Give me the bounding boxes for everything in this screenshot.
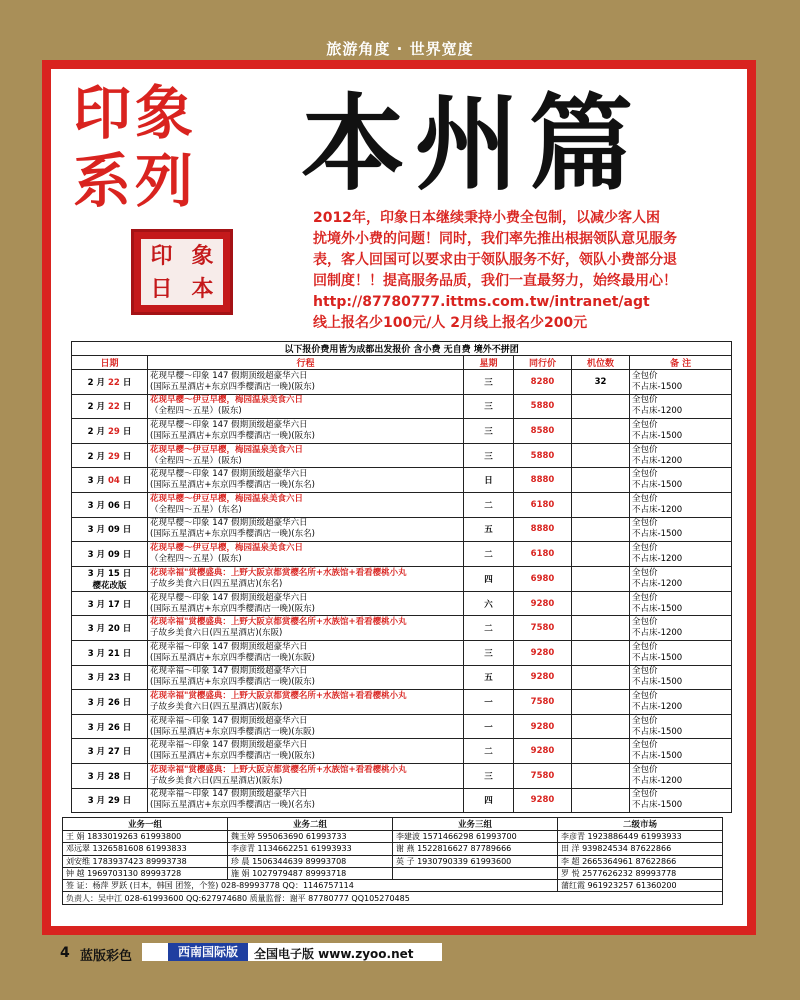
table-row — [72, 443, 732, 468]
cell-price: 9280 — [514, 665, 572, 690]
note-line-1: 全包价 — [632, 469, 658, 480]
cell-weekday: 四 — [464, 788, 514, 813]
cell-note — [630, 640, 732, 665]
table-row — [72, 542, 732, 567]
table-row — [72, 788, 732, 813]
date-text: 3 月 26 日 — [87, 697, 132, 708]
cell-weekday: 三 — [464, 370, 514, 395]
contact-cell: 邓远翠 1326581608 61993833 — [63, 843, 228, 855]
cell-note — [630, 394, 732, 419]
contact-cell: 李 超 2665364961 87622866 — [558, 855, 723, 867]
header-price: 同行价 — [514, 356, 572, 370]
route-line-2: (国际五星酒店+东京四季樱酒店一晚)(阪东) — [150, 430, 315, 441]
date-text: 3 月 15 日 — [87, 568, 132, 579]
cell-weekday: 三 — [464, 394, 514, 419]
route-line-1: 花现幸福"赏樱盛典：上野大阪京都赏樱名所+水族馆+看看樱桃小丸 — [150, 764, 407, 775]
table-row — [72, 517, 732, 542]
contact-cell — [393, 867, 558, 879]
cell-seats — [572, 542, 630, 567]
cell-note — [630, 739, 732, 764]
cell-date — [72, 566, 148, 591]
date-day: 09 日 — [108, 525, 132, 536]
cell-route — [148, 394, 464, 419]
date-day: 29 — [108, 451, 120, 462]
table-row — [72, 665, 732, 690]
cell-seats — [572, 665, 630, 690]
cell-date — [72, 443, 148, 468]
cell-route — [148, 419, 464, 444]
cell-price: 7580 — [514, 616, 572, 641]
route-line-2: （全程四～五星）(阪东) — [150, 455, 242, 466]
cell-route — [148, 788, 464, 813]
contact-cell: 施 娟 1027979487 89993718 — [228, 867, 393, 879]
contact-cell: 钟 越 1969703130 89993728 — [63, 867, 228, 879]
cell-date — [72, 468, 148, 493]
cell-price: 9280 — [514, 714, 572, 739]
date-month: 2 月 — [87, 402, 106, 413]
intro-line: 线上报名少100元/人 2月线上报名少200元 — [313, 315, 588, 331]
cell-price: 5880 — [514, 443, 572, 468]
cell-weekday: 五 — [464, 665, 514, 690]
note-line-2: 不占床-1500 — [632, 603, 683, 614]
note-line-1: 全包价 — [632, 617, 658, 628]
note-line-2: 不占床-1200 — [632, 775, 683, 786]
date-month: 3 月 — [87, 549, 106, 560]
intro-line: 回制度！！提高服务品质，我们一直最努力，始终最用心！ — [313, 273, 677, 289]
route-line-1: 花现早樱～伊豆早樱，梅园温泉美食六日 — [150, 395, 304, 406]
route-line-1: 花现幸福"赏樱盛典：上野大阪京都赏樱名所+水族馆+看看樱桃小丸 — [150, 567, 407, 578]
cell-weekday: 二 — [464, 542, 514, 567]
note-line-2: 不占床-1200 — [632, 701, 683, 712]
contact-cell: 王 娟 1833019263 61993800 — [63, 831, 228, 843]
cell-weekday: 日 — [464, 468, 514, 493]
cell-route — [148, 370, 464, 395]
cell-note — [630, 690, 732, 715]
route-line-1: 花现早樱～印象 147 假期顶级超豪华六日 — [150, 469, 308, 480]
cell-date — [72, 517, 148, 542]
note-line-2: 不占床-1500 — [632, 800, 683, 811]
cell-date — [72, 370, 148, 395]
date-suffix: 日 — [119, 476, 132, 487]
route-line-2: (国际五星酒店+东京四季樱酒店一晚)(阪东) — [150, 381, 315, 392]
date-suffix: 日 — [119, 426, 132, 437]
table-row — [72, 714, 732, 739]
date-suffix: 日 — [119, 451, 132, 462]
contacts-header: 业务三组 — [393, 818, 558, 831]
header-seats: 机位数 — [572, 356, 630, 370]
note-line-1: 全包价 — [632, 493, 658, 504]
cell-weekday: 二 — [464, 739, 514, 764]
cell-seats — [572, 419, 630, 444]
table-row — [72, 763, 732, 788]
series-title — [73, 79, 273, 215]
cell-price: 6980 — [514, 566, 572, 591]
cell-note — [630, 763, 732, 788]
visa-info: 签 证：杨萍 罗跃 (日本，韩国 团签，个签) 028-89993778 QQ：1146757114 — [63, 880, 558, 892]
date-text: 3 月 17 日 — [87, 599, 132, 610]
cell-seats — [572, 690, 630, 715]
note-line-2: 不占床-1500 — [632, 430, 683, 441]
date-text: 3 月 23 日 — [87, 673, 132, 684]
table-header-row — [72, 356, 732, 370]
date-text: 3 月 21 日 — [87, 648, 132, 659]
note-line-1: 全包价 — [632, 444, 658, 455]
contact-cell: 李彦青 1923886449 61993933 — [558, 831, 723, 843]
cell-price: 8880 — [514, 517, 572, 542]
cell-seats — [572, 394, 630, 419]
route-line-1: 花现早樱～印象 147 假期顶级超豪华六日 — [150, 419, 308, 430]
cell-note — [630, 542, 732, 567]
price-table — [71, 341, 731, 813]
cell-date — [72, 763, 148, 788]
cell-note — [630, 492, 732, 517]
cell-route — [148, 443, 464, 468]
cell-seats — [572, 517, 630, 542]
cell-seats — [572, 714, 630, 739]
cell-note — [630, 517, 732, 542]
note-line-1: 全包价 — [632, 789, 658, 800]
route-line-1: 花现早樱～伊豆早樱，梅园温泉美食六日 — [150, 493, 304, 504]
cell-note — [630, 419, 732, 444]
header-note: 备 注 — [630, 356, 732, 370]
series-line-1: 印象 — [73, 79, 198, 147]
cell-price: 5880 — [514, 394, 572, 419]
table-row — [72, 492, 732, 517]
seal-char: 日 — [150, 275, 173, 302]
note-line-1: 全包价 — [632, 764, 658, 775]
table-row — [72, 640, 732, 665]
cell-route — [148, 665, 464, 690]
intro-line: 2012年，印象日本继续秉持小费全包制，以减少客人困 — [313, 210, 660, 226]
cell-note — [630, 665, 732, 690]
cell-route — [148, 468, 464, 493]
route-line-1: 花现幸福"赏樱盛典：上野大阪京都赏樱名所+水族馆+看看樱桃小丸 — [150, 690, 407, 701]
cell-date — [72, 591, 148, 616]
route-line-2: (国际五星酒店+东京四季樱酒店一晚)(东名) — [150, 529, 315, 540]
cell-date — [72, 788, 148, 813]
note-line-1: 全包价 — [632, 740, 658, 751]
seal-char: 印 — [150, 242, 173, 269]
route-line-2: (国际五星酒店+东京四季樱酒店一晚)(阪东) — [150, 677, 315, 688]
cell-date — [72, 690, 148, 715]
cell-note — [630, 566, 732, 591]
note-line-2: 不占床-1500 — [632, 652, 683, 663]
contact-cell: 罗 悦 2577626232 89993778 — [558, 867, 723, 879]
cell-seats: 32 — [572, 370, 630, 395]
cell-route — [148, 763, 464, 788]
cell-note — [630, 370, 732, 395]
cell-note — [630, 714, 732, 739]
date-text: 3 月 26 日 — [87, 722, 132, 733]
contacts-row — [63, 843, 723, 855]
table-row — [72, 591, 732, 616]
footer — [0, 940, 800, 966]
cell-note — [630, 468, 732, 493]
contacts-header: 二级市场 — [558, 818, 723, 831]
note-line-2: 不占床-1500 — [632, 677, 683, 688]
route-line-1: 花现早樱～印象 147 假期顶级超豪华六日 — [150, 592, 308, 603]
table-row — [72, 566, 732, 591]
route-line-1: 花现早樱～印象 147 假期顶级超豪华六日 — [150, 518, 308, 529]
contacts-header-row — [63, 818, 723, 831]
cell-route — [148, 690, 464, 715]
note-line-1: 全包价 — [632, 542, 658, 553]
edition-link[interactable]: 全国电子版 www.zyoo.net — [254, 947, 414, 961]
note-line-1: 全包价 — [632, 419, 658, 430]
cell-price: 6180 — [514, 542, 572, 567]
note-line-1: 全包价 — [632, 592, 658, 603]
route-line-1: 花现幸福～印象 147 假期顶级超豪华六日 — [150, 789, 308, 800]
date-suffix: 日 — [119, 402, 132, 413]
cell-date — [72, 665, 148, 690]
date-month: 2 月 — [87, 377, 106, 388]
route-line-2: 子故乡美食六日(四五星酒店)(东名) — [150, 578, 283, 589]
cell-note — [630, 443, 732, 468]
table-row — [72, 468, 732, 493]
route-line-1: 花现幸福"赏樱盛典：上野大阪京都赏樱名所+水族馆+看看樱桃小丸 — [150, 617, 407, 628]
cell-note — [630, 591, 732, 616]
route-line-2: (国际五星酒店+东京四季樱酒店一晚)(东阪) — [150, 652, 315, 663]
date-day: 22 — [108, 402, 120, 413]
page-title: 本州篇 — [301, 82, 644, 205]
cell-weekday: 二 — [464, 616, 514, 641]
contacts-row — [63, 855, 723, 867]
contacts-row — [63, 867, 723, 879]
contact-cell: 李彦青 1134662251 61993933 — [228, 843, 393, 855]
table-row — [72, 739, 732, 764]
contact-cell: 李建波 1571466298 61993700 — [393, 831, 558, 843]
contact-cell: 田 洋 939824534 87622866 — [558, 843, 723, 855]
route-line-2: 子故乡美食六日(四五星酒店)(阪东) — [150, 701, 283, 712]
note-line-2: 不占床-1200 — [632, 578, 683, 589]
note-line-1: 全包价 — [632, 641, 658, 652]
note-line-1: 全包价 — [632, 567, 658, 578]
table-caption: 以下报价费用皆为成都出发报价 含小费 无自费 境外不拼团 — [72, 342, 732, 356]
cell-weekday: 三 — [464, 763, 514, 788]
route-line-1: 花现早樱～伊豆早樱，梅园温泉美食六日 — [150, 444, 304, 455]
date-day: 09 日 — [108, 549, 132, 560]
route-line-1: 花现早樱～伊豆早樱，梅园温泉美食六日 — [150, 542, 304, 553]
note-line-2: 不占床-1200 — [632, 455, 683, 466]
cell-route — [148, 517, 464, 542]
header-weekday: 星期 — [464, 356, 514, 370]
route-line-1: 花现幸福～印象 147 假期顶级超豪华六日 — [150, 641, 308, 652]
note-line-1: 全包价 — [632, 690, 658, 701]
date-text: 3 月 28 日 — [87, 771, 132, 782]
header-slogan: 旅游角度 · 世界宽度 — [326, 40, 474, 58]
cell-date — [72, 542, 148, 567]
cell-weekday: 三 — [464, 443, 514, 468]
cell-price: 8280 — [514, 370, 572, 395]
ad-frame — [42, 60, 756, 935]
cell-note — [630, 788, 732, 813]
date-day: 04 — [108, 476, 120, 487]
route-line-2: （全程四～五星）(阪东) — [150, 553, 242, 564]
cell-route — [148, 591, 464, 616]
table-row — [72, 370, 732, 395]
date-month: 3 月 — [87, 476, 106, 487]
cell-route — [148, 739, 464, 764]
route-line-2: （全程四～五星）(阪东) — [150, 406, 242, 417]
note-line-2: 不占床-1500 — [632, 529, 683, 540]
contacts-header: 业务一组 — [63, 818, 228, 831]
cell-weekday: 三 — [464, 419, 514, 444]
cell-route — [148, 542, 464, 567]
cell-seats — [572, 591, 630, 616]
ad-content — [51, 69, 747, 926]
cell-seats — [572, 788, 630, 813]
route-line-1: 花现早樱～印象 147 假期顶级超豪华六日 — [150, 370, 308, 381]
table-row — [72, 394, 732, 419]
cell-route — [148, 714, 464, 739]
route-line-2: (国际五星酒店+东京四季樱酒店一晚)(阪东) — [150, 603, 315, 614]
note-line-1: 全包价 — [632, 370, 658, 381]
route-line-2: (国际五星酒店+东京四季樱酒店一晚)(东阪) — [150, 726, 315, 737]
intro-line: 表，客人回国可以要求由于领队服务不好，领队小费部分退 — [313, 252, 677, 268]
cell-route — [148, 616, 464, 641]
note-line-1: 全包价 — [632, 666, 658, 677]
series-line-2: 系列 — [73, 147, 198, 215]
seal-char: 本 — [191, 275, 214, 302]
cell-price: 7580 — [514, 763, 572, 788]
date-month: 3 月 — [87, 525, 106, 536]
cell-price: 9280 — [514, 640, 572, 665]
cell-date — [72, 714, 148, 739]
route-line-2: 子故乡美食六日(四五星酒店)(阪东) — [150, 775, 283, 786]
cell-price: 8580 — [514, 419, 572, 444]
route-line-2: （全程四～五星）(东名) — [150, 504, 242, 515]
table-row — [72, 419, 732, 444]
date-day: 22 — [108, 377, 120, 388]
note-line-2: 不占床-1500 — [632, 751, 683, 762]
leader-info: 负责人：吴中江 028-61993600 QQ:627974680 质量监督：谢平 87780777 QQ105270485 — [63, 892, 723, 904]
cell-date — [72, 492, 148, 517]
seal-char: 象 — [191, 242, 214, 269]
contact-cell: 珍 晨 1506344639 89993708 — [228, 855, 393, 867]
cell-route — [148, 640, 464, 665]
date-day: 29 — [108, 426, 120, 437]
cell-seats — [572, 739, 630, 764]
date-suffix: 日 — [119, 377, 132, 388]
date-text: 3 月 27 日 — [87, 747, 132, 758]
cell-note — [630, 616, 732, 641]
cell-route — [148, 566, 464, 591]
contact-cell: 谢 燕 1522816627 87789666 — [393, 843, 558, 855]
note-line-2: 不占床-1200 — [632, 628, 683, 639]
cell-price: 6180 — [514, 492, 572, 517]
route-line-1: 花现幸福～印象 147 假期顶级超豪华六日 — [150, 715, 308, 726]
date-day: 06 日 — [108, 500, 132, 511]
contacts-table — [62, 817, 722, 905]
cell-seats — [572, 492, 630, 517]
section-name: 蓝版彩色 — [80, 949, 133, 964]
cell-weekday: 二 — [464, 492, 514, 517]
cell-price: 9280 — [514, 739, 572, 764]
note-line-2: 不占床-1200 — [632, 553, 683, 564]
route-line-2: (国际五星酒店+东京四季樱酒店一晚)(阪东) — [150, 751, 315, 762]
note-line-1: 全包价 — [632, 715, 658, 726]
cell-price: 7580 — [514, 690, 572, 715]
date-month: 2 月 — [87, 451, 106, 462]
visa-extra: 蒲红霞 961923257 61360200 — [558, 880, 723, 892]
table-caption-row — [72, 342, 732, 356]
cell-price: 9280 — [514, 591, 572, 616]
note-line-2: 不占床-1200 — [632, 504, 683, 515]
note-line-1: 全包价 — [632, 518, 658, 529]
cell-date — [72, 739, 148, 764]
cell-seats — [572, 616, 630, 641]
note-line-2: 不占床-1500 — [632, 381, 683, 392]
note-line-2: 不占床-1200 — [632, 406, 683, 417]
cell-route — [148, 492, 464, 517]
route-line-2: (国际五星酒店+东京四季樱酒店一晚)(东名) — [150, 480, 315, 491]
cell-seats — [572, 763, 630, 788]
cell-weekday: 五 — [464, 517, 514, 542]
contact-cell: 英 子 1930790339 61993600 — [393, 855, 558, 867]
header-route: 行程 — [148, 356, 464, 370]
contacts-visa-row — [63, 880, 723, 892]
page-number: 4 — [60, 945, 70, 961]
table-row — [72, 616, 732, 641]
cell-seats — [572, 468, 630, 493]
cell-price: 9280 — [514, 788, 572, 813]
cell-date — [72, 616, 148, 641]
date-text: 3 月 20 日 — [87, 624, 132, 635]
cell-date — [72, 419, 148, 444]
contacts-leader-row — [63, 892, 723, 904]
route-line-2: (国际五星酒店+东京四季樱酒店一晚)(名东) — [150, 800, 315, 811]
date-month: 3 月 — [87, 500, 106, 511]
note-line-2: 不占床-1500 — [632, 480, 683, 491]
date-note: 樱花改版 — [92, 580, 127, 591]
cell-weekday: 一 — [464, 690, 514, 715]
cell-weekday: 六 — [464, 591, 514, 616]
route-line-1: 花现幸福～印象 147 假期顶级超豪华六日 — [150, 740, 308, 751]
route-line-1: 花现幸福～印象 147 假期顶级超豪华六日 — [150, 666, 308, 677]
contacts-row — [63, 831, 723, 843]
contacts-header: 业务二组 — [228, 818, 393, 831]
date-text: 3 月 29 日 — [87, 796, 132, 807]
cell-seats — [572, 566, 630, 591]
edition-badge: 西南国际版 — [168, 943, 248, 961]
cell-weekday: 四 — [464, 566, 514, 591]
route-line-2: 子故乡美食六日(四五星酒店)(东阪) — [150, 628, 283, 639]
contact-cell: 魏玉婷 595063690 61993733 — [228, 831, 393, 843]
header-date: 日期 — [72, 356, 148, 370]
brand-seal-logo — [131, 229, 233, 315]
intro-url[interactable]: http://87780777.ittms.com.tw/intranet/agt — [313, 294, 650, 310]
cell-seats — [572, 443, 630, 468]
note-line-1: 全包价 — [632, 395, 658, 406]
cell-weekday: 三 — [464, 640, 514, 665]
contact-cell: 刘安维 1783937423 89993738 — [63, 855, 228, 867]
seal-inner — [141, 239, 223, 305]
cell-price: 8880 — [514, 468, 572, 493]
cell-date — [72, 640, 148, 665]
intro-line: 扰境外小费的问题！同时，我们率先推出根据领队意见服务 — [313, 231, 677, 247]
cell-date — [72, 394, 148, 419]
cell-seats — [572, 640, 630, 665]
table-row — [72, 690, 732, 715]
date-month: 2 月 — [87, 426, 106, 437]
intro-text — [313, 208, 733, 334]
note-line-2: 不占床-1500 — [632, 726, 683, 737]
cell-weekday: 一 — [464, 714, 514, 739]
